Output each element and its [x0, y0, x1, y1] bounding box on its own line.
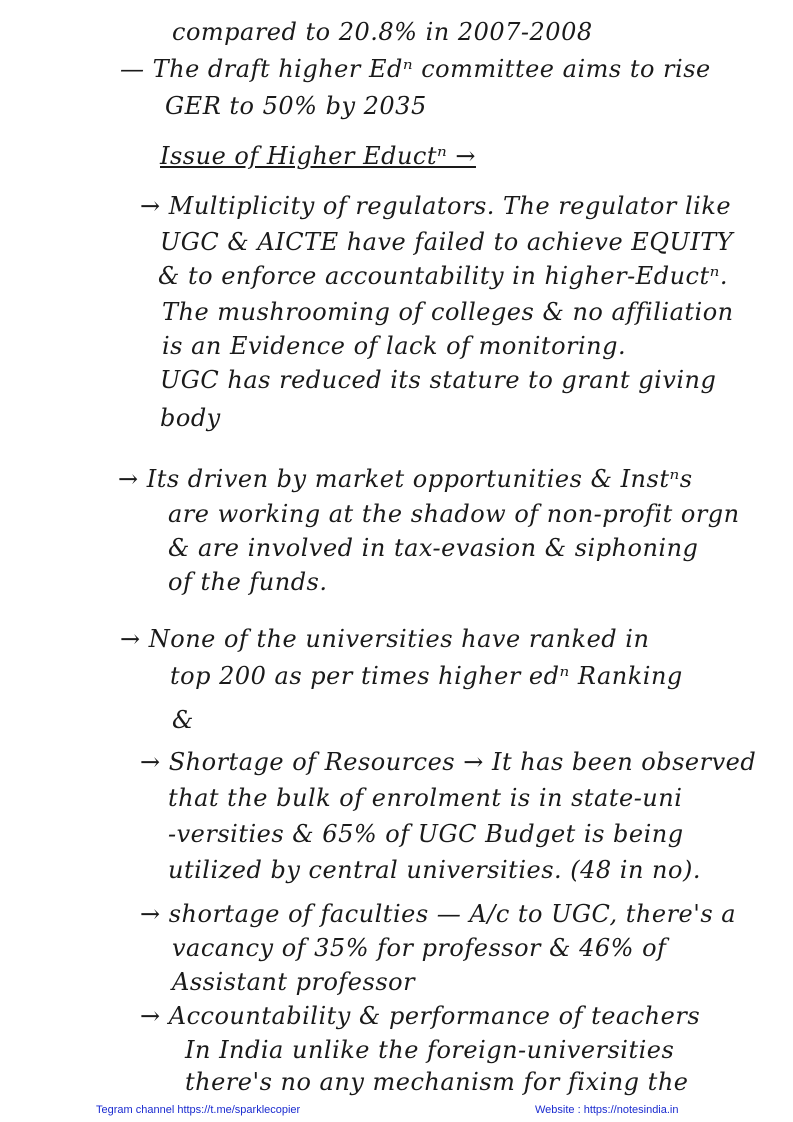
note-line: Assistant professor — [172, 968, 416, 996]
note-line: that the bulk of enrolment is in state-uni — [168, 784, 683, 812]
note-line: vacancy of 35% for professor & 46% of — [172, 934, 667, 962]
note-line: -versities & 65% of UGC Budget is being — [168, 820, 684, 848]
note-line: → Its driven by market opportunities & Instⁿs — [118, 465, 693, 493]
note-line: compared to 20.8% in 2007-2008 — [172, 18, 593, 46]
note-line: & — [172, 706, 194, 734]
note-line: GER to 50% by 2035 — [165, 92, 427, 120]
note-line: UGC has reduced its stature to grant giving — [160, 366, 717, 394]
note-line: & are involved in tax-evasion & siphoning — [168, 534, 699, 562]
note-line: → Multiplicity of regulators. The regulator like — [140, 192, 732, 220]
note-line: → shortage of faculties — A/c to UGC, there's a — [140, 900, 737, 928]
note-line: body — [160, 404, 221, 432]
note-line: → None of the universities have ranked in — [120, 625, 650, 653]
note-line: top 200 as per times higher edⁿ Ranking — [170, 662, 683, 690]
note-line: there's no any mechanism for fixing the — [185, 1068, 689, 1096]
note-line: UGC & AICTE have failed to achieve EQUITY — [160, 228, 734, 256]
note-line: is an Evidence of lack of monitoring. — [162, 332, 627, 360]
note-line: In India unlike the foreign-universities — [185, 1036, 675, 1064]
note-line: — The draft higher Edⁿ committee aims to rise — [120, 55, 711, 83]
note-line: of the funds. — [168, 568, 328, 596]
note-line: → Accountability & performance of teachers — [140, 1002, 701, 1030]
note-line: → Shortage of Resources → It has been observed — [140, 748, 757, 776]
note-line: & to enforce accountability in higher-Eductⁿ. — [158, 262, 728, 290]
note-line: are working at the shadow of non-profit orgn — [168, 500, 740, 528]
telegram-link[interactable]: Tegram channel https://t.me/sparklecopier — [96, 1104, 301, 1116]
note-line: The mushrooming of colleges & no affiliation — [162, 298, 734, 326]
section-heading: Issue of Higher Eductⁿ → — [160, 142, 476, 170]
note-line: utilized by central universities. (48 in no). — [168, 856, 701, 884]
website-link[interactable]: Website : https://notesindia.in — [535, 1104, 679, 1116]
